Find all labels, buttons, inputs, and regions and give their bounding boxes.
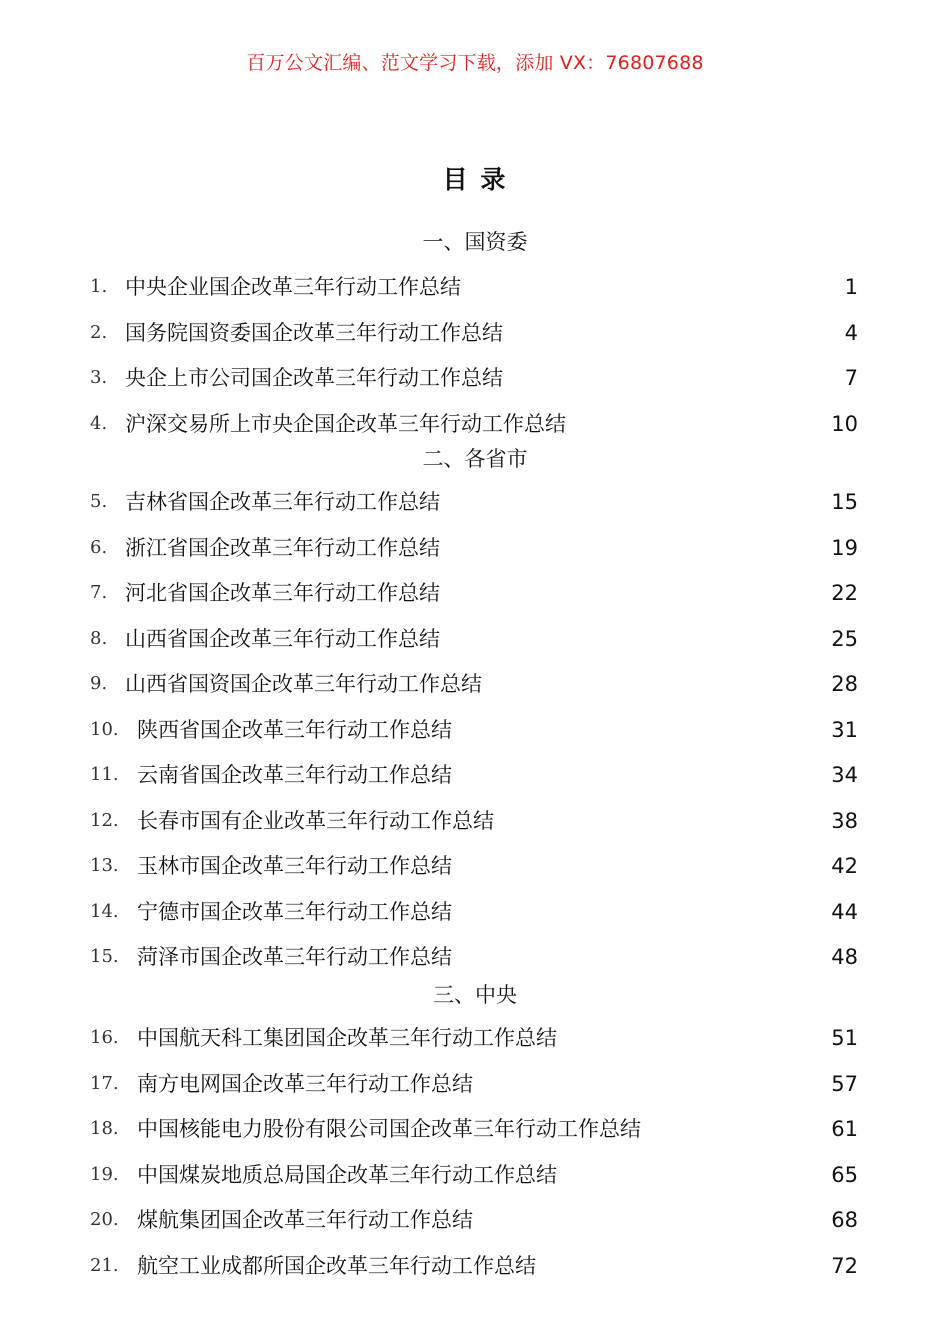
toc-entry-number: 18. bbox=[90, 1118, 119, 1139]
toc-entry-number: 11. bbox=[90, 764, 119, 785]
toc-entry[interactable] bbox=[0, 1205, 950, 1235]
toc-entry-page: 1 bbox=[844, 275, 858, 299]
toc-entry-page: 48 bbox=[831, 945, 858, 969]
toc-entry[interactable] bbox=[0, 897, 950, 927]
toc-entry[interactable] bbox=[0, 1160, 950, 1190]
toc-entry-number: 21. bbox=[90, 1254, 119, 1276]
page-title: 目 录 bbox=[442, 165, 508, 194]
toc-entry-page: 31 bbox=[831, 717, 858, 742]
toc-entry[interactable] bbox=[0, 487, 950, 517]
toc-entry-page: 51 bbox=[831, 1026, 858, 1050]
toc-entry-number: 7. bbox=[90, 582, 108, 603]
toc-entry[interactable] bbox=[0, 318, 950, 348]
toc-entry[interactable] bbox=[0, 942, 950, 972]
toc-entry-page: 10 bbox=[831, 411, 858, 436]
toc-entry[interactable] bbox=[0, 272, 950, 302]
toc-entry-title: 山西省国企改革三年行动工作总结 bbox=[125, 626, 440, 651]
toc-entry-number: 1. bbox=[90, 276, 108, 297]
toc-entry-number: 15. bbox=[90, 946, 119, 967]
toc-entry-number: 13. bbox=[90, 855, 119, 876]
toc-entry-number: 4. bbox=[90, 412, 108, 434]
toc-entry-title: 国务院国资委国企改革三年行动工作总结 bbox=[125, 320, 503, 345]
toc-entry-number: 2. bbox=[90, 321, 108, 343]
toc-entry-title: 浙江省国企改革三年行动工作总结 bbox=[125, 535, 440, 560]
toc-entry-title: 山西省国资国企改革三年行动工作总结 bbox=[125, 672, 482, 696]
toc-entry-page: 28 bbox=[831, 672, 858, 696]
toc-entry-title: 云南省国企改革三年行动工作总结 bbox=[137, 763, 452, 787]
toc-entry[interactable] bbox=[0, 1023, 950, 1053]
toc-entry-title: 吉林省国企改革三年行动工作总结 bbox=[125, 490, 440, 514]
section-heading: 二、各省市 bbox=[422, 447, 528, 471]
toc-entry-number: 19. bbox=[90, 1163, 119, 1185]
toc-entry[interactable] bbox=[0, 363, 950, 393]
toc-entry-title: 陕西省国企改革三年行动工作总结 bbox=[137, 717, 452, 742]
toc-entry-title: 宁德市国企改革三年行动工作总结 bbox=[137, 899, 452, 924]
toc-entry-number: 14. bbox=[90, 900, 119, 922]
toc-entry-number: 6. bbox=[90, 536, 108, 558]
toc-entry-title: 菏泽市国企改革三年行动工作总结 bbox=[137, 945, 452, 969]
toc-entry[interactable] bbox=[0, 1114, 950, 1144]
toc-entry-title: 南方电网国企改革三年行动工作总结 bbox=[137, 1071, 473, 1096]
toc-entry[interactable] bbox=[0, 1069, 950, 1099]
toc-entry[interactable] bbox=[0, 851, 950, 881]
section-heading: 一、国资委 bbox=[422, 230, 528, 254]
toc-entry[interactable] bbox=[0, 624, 950, 654]
toc-entry[interactable] bbox=[0, 1251, 950, 1281]
toc-entry-page: 44 bbox=[831, 899, 858, 924]
toc-entry[interactable] bbox=[0, 715, 950, 745]
toc-entry-title: 沪深交易所上市央企国企改革三年行动工作总结 bbox=[125, 411, 566, 436]
toc-entry[interactable] bbox=[0, 578, 950, 608]
toc-entry-number: 8. bbox=[90, 627, 108, 649]
toc-entry-page: 7 bbox=[844, 366, 858, 390]
toc-entry-number: 16. bbox=[90, 1027, 119, 1048]
toc-entry-title: 玉林市国企改革三年行动工作总结 bbox=[137, 854, 452, 878]
toc-entry[interactable] bbox=[0, 533, 950, 563]
toc-entry-page: 15 bbox=[831, 490, 858, 514]
section-heading: 三、中央 bbox=[433, 983, 517, 1007]
toc-entry-title: 中国煤炭地质总局国企改革三年行动工作总结 bbox=[137, 1162, 557, 1187]
toc-entry-page: 38 bbox=[831, 808, 858, 833]
toc-entry-page: 22 bbox=[831, 581, 858, 605]
toc-entry-number: 20. bbox=[90, 1209, 119, 1230]
toc-entry-page: 4 bbox=[844, 320, 858, 345]
toc-entry-number: 12. bbox=[90, 809, 119, 831]
toc-entry-number: 10. bbox=[90, 718, 119, 740]
toc-entry[interactable] bbox=[0, 760, 950, 790]
toc-entry-page: 42 bbox=[831, 854, 858, 878]
toc-entry-page: 19 bbox=[831, 535, 858, 560]
toc-entry-title: 河北省国企改革三年行动工作总结 bbox=[125, 581, 440, 605]
toc-entry-number: 9. bbox=[90, 673, 108, 694]
toc-entry-number: 5. bbox=[90, 491, 108, 512]
toc-entry-page: 34 bbox=[831, 763, 858, 787]
watermark-banner: 百万公文汇编、范文学习下载，添加 VX：76807688 bbox=[246, 52, 704, 74]
toc-entry-title: 中国核能电力股份有限公司国企改革三年行动工作总结 bbox=[137, 1117, 641, 1141]
toc-entry-title: 航空工业成都所国企改革三年行动工作总结 bbox=[137, 1253, 536, 1278]
toc-entry-title: 央企上市公司国企改革三年行动工作总结 bbox=[125, 366, 503, 390]
toc-entry-page: 61 bbox=[831, 1117, 858, 1141]
toc-entry-title: 长春市国有企业改革三年行动工作总结 bbox=[137, 808, 494, 833]
toc-entry-title: 煤航集团国企改革三年行动工作总结 bbox=[137, 1208, 473, 1232]
toc-entry[interactable] bbox=[0, 806, 950, 836]
toc-entry-page: 65 bbox=[831, 1162, 858, 1187]
toc-entry[interactable] bbox=[0, 669, 950, 699]
toc-entry-page: 25 bbox=[831, 626, 858, 651]
toc-entry-title: 中国航天科工集团国企改革三年行动工作总结 bbox=[137, 1026, 557, 1050]
toc-entry-number: 3. bbox=[90, 367, 108, 388]
toc-entry-title: 中央企业国企改革三年行动工作总结 bbox=[125, 275, 461, 299]
toc-entry-page: 57 bbox=[831, 1071, 858, 1096]
toc-entry-page: 68 bbox=[831, 1208, 858, 1232]
toc-entry-page: 72 bbox=[831, 1253, 858, 1278]
toc-entry[interactable] bbox=[0, 409, 950, 439]
toc-entry-number: 17. bbox=[90, 1072, 119, 1094]
